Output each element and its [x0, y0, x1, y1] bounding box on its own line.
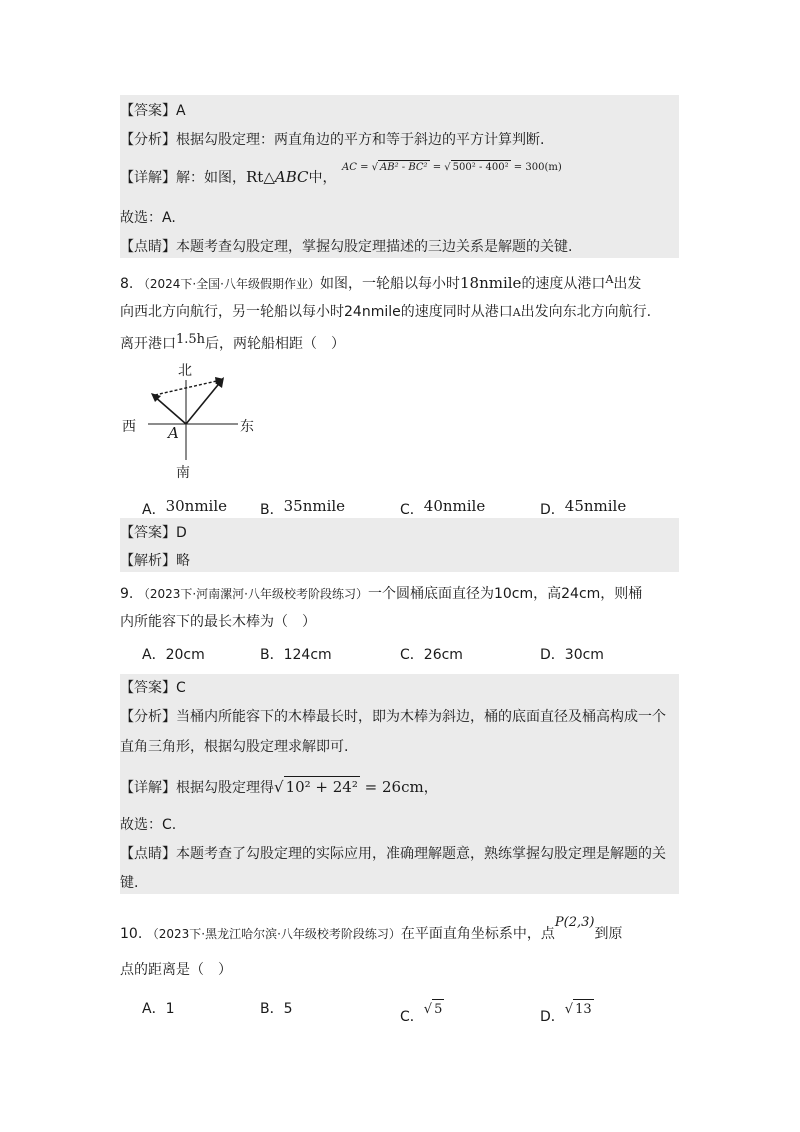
q9-option-a[interactable]: A．20cm — [142, 647, 205, 663]
q9-comment-line1: 【点睛】本题考查了勾股定理的实际应用，准确理解题意，熟练掌握勾股定理是解题的关 — [120, 846, 666, 862]
q8-option-d[interactable]: D．45nmile — [540, 497, 627, 518]
q8-solution-block — [120, 518, 679, 572]
q7-choose: 故选：A. — [120, 210, 176, 226]
q7-formula: AC = √ AB² - BC² = √ 500² - 400² = 300(m) — [342, 162, 562, 173]
q8-option-a[interactable]: A．30nmile — [142, 497, 228, 518]
q9-analysis-line1: 【分析】当桶内所能容下的木棒最长时，即为木棒为斜边，桶的底面直径及桶高构成一个 — [120, 709, 666, 725]
q10-stem-line2: 点的距离是（ ） — [120, 962, 232, 978]
q8-fig-south: 南 — [176, 465, 190, 481]
q10-option-b[interactable]: B．5 — [260, 1001, 293, 1017]
q9-choose: 故选：C. — [120, 817, 177, 833]
q8-fig-north: 北 — [178, 363, 192, 379]
q8-fig-east: 东 — [240, 419, 254, 435]
q7-analysis: 【分析】根据勾股定理：两直角边的平方和等于斜边的平方计算判断. — [120, 132, 545, 148]
path-northwest — [154, 396, 186, 424]
q8-stem-line2: 向西北方向航行，另一轮船以每小时24nmile的速度同时从港口A出发向东北方向航行. — [120, 304, 652, 320]
q9-stem-line1: 9. （2023下·河南漯河·八年级校考阶段练习）一个圆桶底面直径为10cm，高24cm，则桶 — [120, 586, 643, 602]
q10-option-a[interactable]: A．1 — [142, 1001, 175, 1017]
q8-stem-line1: 8. （2024下·全国·八年级假期作业）如图，一轮船以每小时18nmile的速度从港口$^A$出发 — [120, 273, 642, 292]
q10-option-d[interactable]: D．√ 13 — [540, 999, 594, 1027]
q9-comment-line2: 键. — [120, 875, 139, 891]
q7-answer: 【答案】A — [120, 103, 186, 119]
q8-jiexi: 【解析】略 — [120, 553, 190, 569]
q9-stem-line2: 内所能容下的最长木棒为（ ） — [120, 614, 316, 630]
q9-option-b[interactable]: B．124cm — [260, 647, 332, 663]
q8-option-b[interactable]: B．35nmile — [260, 497, 346, 518]
q9-option-c[interactable]: C．26cm — [400, 647, 463, 663]
q9-answer: 【答案】C — [120, 680, 186, 696]
q9-analysis-line2: 直角三角形，根据勾股定理求解即可. — [120, 739, 349, 755]
q9-detail: 【详解】根据勾股定理得√ 10² + 24² = 26cm， — [120, 778, 438, 796]
q10-option-c[interactable]: C．√ 5 — [400, 999, 444, 1027]
q8-stem-line3: 离开港口1.5h后，两轮船相距（ ） — [120, 332, 346, 352]
q8-option-c[interactable]: C．40nmile — [400, 497, 486, 518]
q8-answer: 【答案】D — [120, 525, 187, 541]
q7-comment: 【点睛】本题考查勾股定理，掌握勾股定理描述的三边关系是解题的关键. — [120, 239, 573, 255]
q7-detail: 【详解】解：如图，Rt△ABC中， — [120, 168, 337, 186]
q8-fig-west: 西 — [122, 419, 136, 435]
q8-fig-point-a: A — [168, 424, 179, 442]
q9-option-d[interactable]: D．30cm — [540, 647, 604, 663]
q10-stem-line1: 10. （2023下·黑龙江哈尔滨·八年级校考阶段练习）在平面直角坐标系中，点P(2,3)到原 — [120, 915, 623, 942]
